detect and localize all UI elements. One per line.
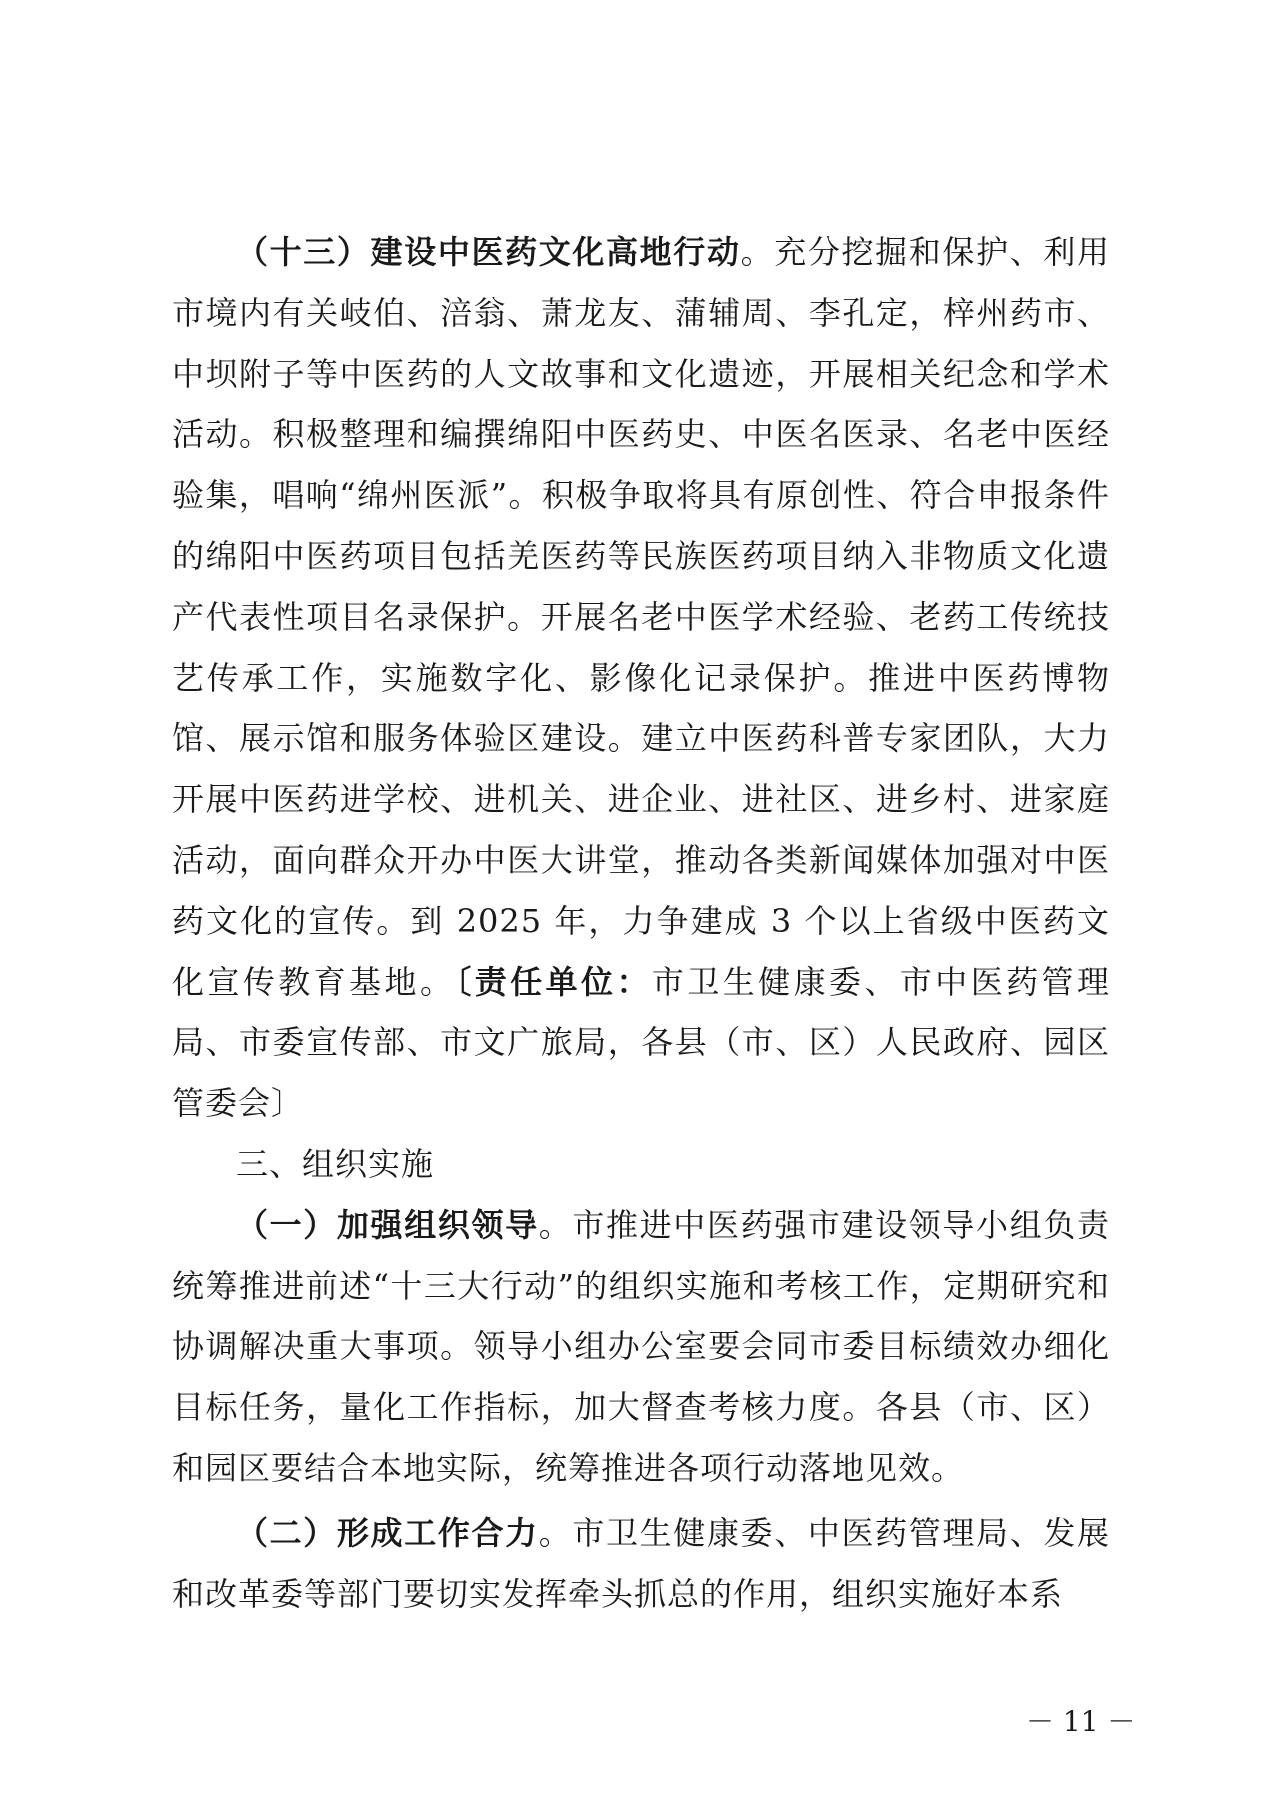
item-2-body: 。市卫生健康委、中医药管理局、发展和改革委等部门要切实发挥牵头抓总的作用，组织实施好本系 [172, 1513, 1110, 1613]
page-number: － 11 － [1026, 1705, 1136, 1738]
paragraph-section-13 [172, 222, 1110, 1134]
item-1-body: 。市推进中医药强市建设领导小组负责统筹推进前述“十三大行动”的组织实施和考核工作，定期研究和协调解决重大事项。领导小组办公室要会同市委目标绩效办细化目标任务，量化工作指标，加大督查考核力度。各县（市、区）和园区要结合本地实际，统筹推进各项行动落地见效。 [172, 1205, 1110, 1487]
paragraph-item-1 [172, 1195, 1110, 1499]
item-2-title: （二）形成工作合力 [236, 1513, 539, 1552]
document-body [172, 222, 1110, 1624]
section-13-body: 。充分挖掘和保护、利用市境内有关岐伯、涪翁、萧龙友、蒲辅周、李孔定，梓州药市、中坝附子等中医药的人文故事和文化遗迹，开展相关纪念和学术活动。积极整理和编撰绵阳中医药史、中医名医录、名老中医经验集，唱响“绵州医派”。积极争取将具有原创性、符合申报条件的绵阳中医药项目包括羌医药等民族医药项目纳入非物质文化遗产代表性项目名录保护。开展名老中医学术经验、老药工传统技艺传承工作，实施数字化、影像化记录保护。推进中医药博物馆、展示馆和服务体验区建设。建立中医药科普专家团队，大力开展中医药进学校、进机关、进企业、进社区、进乡村、进家庭活动，面向群众开办中医大讲堂，推动各类新闻媒体加强对中医药文化的宣传。到 2025 年，力争建成 3 个以上省级中医药文化宣传教育基地。 [172, 233, 1110, 1001]
responsibility-label: 〔责任单位： [455, 962, 652, 1001]
section-13-title: （十三）建设中医药文化高地行动 [236, 233, 741, 271]
responsibility-units: 市卫生健康委、市中医药管理局、市委宣传部、市文广旅局，各县（市、区）人民政府、园区管委会〕 [172, 962, 1110, 1123]
paragraph-item-2 [172, 1503, 1110, 1625]
part-3-heading: 三、组织实施 [236, 1144, 435, 1183]
item-1-title: （一）加强组织领导 [236, 1205, 539, 1244]
